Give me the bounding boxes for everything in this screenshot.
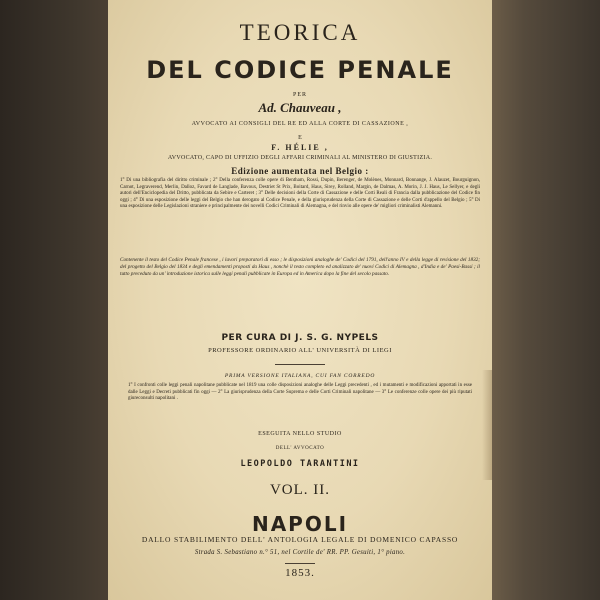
edition-heading: Edizione aumentata nel Belgio : <box>231 166 369 176</box>
conjunction: E <box>298 135 302 141</box>
title-line-2: DEL CODICE PENALE <box>146 56 454 84</box>
editor-line: PER CURA DI J. S. G. NYPELS <box>221 333 379 343</box>
title-page <box>108 0 492 600</box>
contents-paragraph: Contenente il testo del Codice Penale francese , i lavori preparatori di esso ; le disposizioni analoghe de' Codici del 1791, dell'anno IV e della legge di revisione del 1832; del progetto del Belgio del 1834 e degli emendamenti proposti da Haus , nonchè il testo completo ed analizzato de' nuovi Codici di Alemagna , d'India e de' Paesi-Bassi ; il tutto preceduto da un' introduzione istorica sulle leggi penali pubblicate in Europa ed in America dopo la fine del secolo passato. <box>120 257 480 277</box>
author-2-affiliation: AVVOCATO, CAPO DI UFFIZIO DEGLI AFFARI CRIMINALI AL MINISTERO DI GIUSTIZIA. <box>167 155 433 161</box>
printer-address: Strada S. Sebastiano n.° 51, nel Cortile de' RR. PP. Gesuiti, 1° piano. <box>194 549 406 556</box>
right-book-edge <box>492 0 600 600</box>
executed-in-studio: ESEGUITA NELLO STUDIO <box>258 431 342 437</box>
author-1: Ad. Chauveau , <box>258 100 342 115</box>
left-book-cover <box>0 0 108 600</box>
editor-affiliation: PROFESSORE ORDINARIO ALL' UNIVERSITÀ DI LIEGI <box>208 347 392 354</box>
per-label: PER <box>292 92 307 98</box>
printer-line: DALLO STABILIMENTO DELL' ANTOLOGIA LEGALE DI DOMENICO CAPASSO <box>141 535 459 544</box>
publication-city: NAPOLI <box>251 512 349 536</box>
divider-rule <box>275 364 325 365</box>
italian-additions-paragraph: 1° I confronti colle leggi penali napolitane pubblicate nel 1819 una colle disposizioni analoghe delle Leggi precedenti , ed i mutamenti e modificazioni apportati in esse dalle Leggi e Decreti pubblicati fin oggi — 2° La giurisprudenza della Corte Suprema e delle Corti Criminali napolitane — 3° Le conferenze colle opere dei più riputati giureconsulti napolitani . <box>128 383 472 402</box>
year-divider <box>285 563 315 564</box>
publication-year: 1853. <box>285 567 315 579</box>
author-1-affiliation: AVVOCATO AI CONSIGLI DEL RE ED ALLA CORTE DI CASSAZIONE , <box>191 121 409 127</box>
belgian-additions-paragraph: 1° Di una bibliografia del diritto criminale ; 2° Della conferenza colle opere di Bentham, Rossi, Dupin, Berenger, de Molènes, Monnard, Bonnange, J. Alauzet, Bourguignon, Carnot, Legraverend, Merlin, Dalloz, Favard de Langlade, Bavoux, Destriet St Prix, Boitard, Haus, Sirey, Rolland, Margin, de Dalmas, A. Morin, J. J. Haus, Le Sellyer, e degli autori dell'Enciclopedia del Dritto, pubblicata da Sebire e Carteret ; 3° Delle decisioni della Corte di Cassazione e delle Corti Reali di Francia dalla pubblicazione del Codice fin oggi ; 4° Di una esposizione delle leggi del Belgio che han derogato al Codice Penale, e della giurisprudenza della Corte di Cassazione e delle Corti d'appello del Belgio ; 5° Di una esposizione delle Legislazioni straniere e principalmente dei novelli Codici Criminali di Alemagna, e del rinvio alle opere de' migliori criminalisti Alemanni. <box>120 178 480 210</box>
translator-name: LEOPOLDO TARANTINI <box>240 459 360 469</box>
italian-version-heading: PRIMA VERSIONE ITALIANA, CUI FAN CORREDO <box>224 373 376 379</box>
volume-number: VOL. II. <box>269 482 331 498</box>
of-lawyer: DELL' AVVOCATO <box>275 446 325 451</box>
author-2: F. HÉLIE , <box>271 143 329 152</box>
title-line-1: TEORICA <box>239 20 361 45</box>
